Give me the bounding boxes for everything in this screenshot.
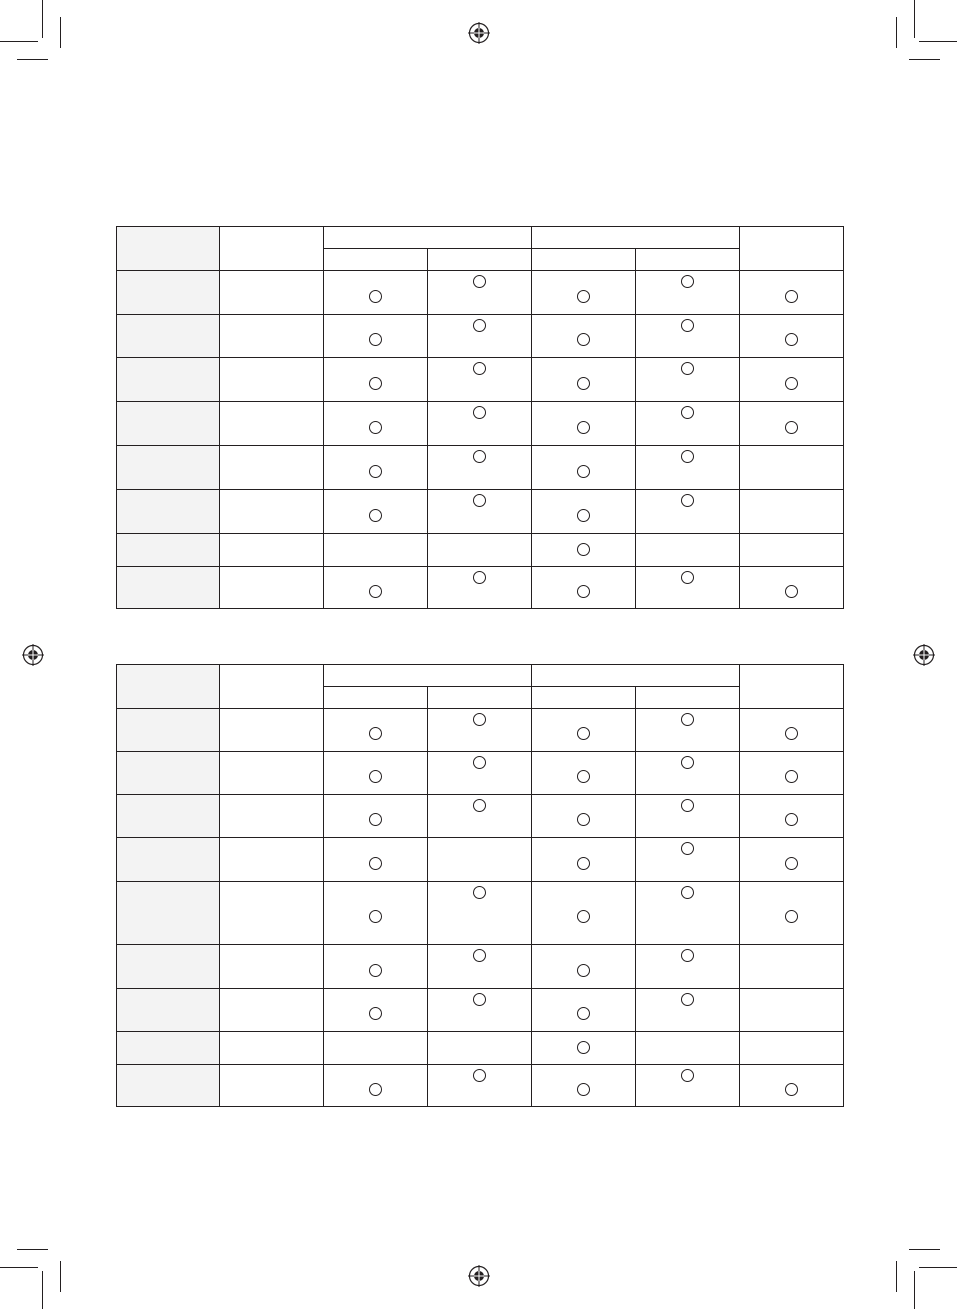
circle-mark-icon	[577, 770, 590, 783]
circle-mark-icon	[577, 857, 590, 870]
circle-mark-icon	[785, 813, 798, 826]
table-row	[117, 709, 844, 752]
crop-mark	[914, 1271, 915, 1309]
table-cell	[636, 1032, 740, 1065]
circle-mark-icon	[577, 543, 590, 556]
table-row	[117, 882, 844, 945]
circle-mark-icon	[681, 406, 694, 419]
table-cell	[428, 271, 532, 315]
circle-mark-icon	[369, 813, 382, 826]
table-cell	[324, 989, 428, 1032]
circle-mark-icon	[577, 1041, 590, 1054]
circle-mark-icon	[473, 406, 486, 419]
table-cell	[532, 1032, 636, 1065]
subheader-cell	[532, 249, 636, 271]
table-cell	[636, 358, 740, 402]
row-description-cell	[220, 490, 324, 534]
table-cell	[428, 446, 532, 490]
crop-mark	[60, 17, 61, 48]
row-label-cell	[117, 402, 220, 446]
header-cell	[740, 665, 844, 709]
circle-mark-icon	[681, 450, 694, 463]
table-cell	[324, 795, 428, 838]
table-cell	[532, 358, 636, 402]
circle-mark-icon	[577, 1007, 590, 1020]
circle-mark-icon	[577, 465, 590, 478]
circle-mark-icon	[577, 727, 590, 740]
subheader-cell	[636, 249, 740, 271]
row-label-cell	[117, 795, 220, 838]
table-cell	[636, 446, 740, 490]
circle-mark-icon	[369, 727, 382, 740]
row-description-cell	[220, 1032, 324, 1065]
header-cell	[117, 665, 220, 709]
circle-mark-icon	[681, 799, 694, 812]
circle-mark-icon	[473, 1069, 486, 1082]
circle-mark-icon	[577, 585, 590, 598]
subheader-cell	[324, 249, 428, 271]
circle-mark-icon	[681, 571, 694, 584]
table-cell	[428, 838, 532, 882]
table-cell	[324, 1032, 428, 1065]
table-cell	[532, 315, 636, 358]
table-cell	[636, 752, 740, 795]
row-label-cell	[117, 1032, 220, 1065]
table-cell	[636, 1065, 740, 1107]
table-cell	[428, 567, 532, 609]
subheader-cell	[532, 687, 636, 709]
table-cell	[428, 1065, 532, 1107]
crop-mark	[896, 1261, 897, 1292]
circle-mark-icon	[473, 799, 486, 812]
table-cell	[740, 882, 844, 945]
circle-mark-icon	[681, 756, 694, 769]
header-group-cell	[324, 665, 532, 687]
table-cell	[636, 271, 740, 315]
crop-mark	[909, 59, 940, 60]
circle-mark-icon	[681, 886, 694, 899]
circle-mark-icon	[369, 857, 382, 870]
circle-mark-icon	[369, 509, 382, 522]
table-cell	[636, 989, 740, 1032]
table-cell	[532, 882, 636, 945]
crop-mark	[42, 1271, 43, 1309]
circle-mark-icon	[681, 993, 694, 1006]
circle-mark-icon	[369, 1007, 382, 1020]
table-cell	[532, 989, 636, 1032]
circle-mark-icon	[577, 813, 590, 826]
table-cell	[324, 490, 428, 534]
circle-mark-icon	[369, 585, 382, 598]
circle-mark-icon	[785, 1083, 798, 1096]
header-cell	[117, 227, 220, 271]
table-cell	[324, 358, 428, 402]
circle-mark-icon	[785, 377, 798, 390]
row-label-cell	[117, 838, 220, 882]
table-cell	[324, 1065, 428, 1107]
table-cell	[740, 446, 844, 490]
header-group-cell	[532, 227, 740, 249]
table-cell	[740, 838, 844, 882]
row-label-cell	[117, 1065, 220, 1107]
circle-mark-icon	[577, 1083, 590, 1096]
table-cell	[636, 402, 740, 446]
circle-mark-icon	[785, 727, 798, 740]
circle-mark-icon	[681, 949, 694, 962]
circle-mark-icon	[577, 509, 590, 522]
registration-target-icon	[468, 1265, 490, 1287]
table-cell	[532, 446, 636, 490]
table-cell	[324, 567, 428, 609]
row-label-cell	[117, 490, 220, 534]
row-description-cell	[220, 838, 324, 882]
table-cell	[740, 752, 844, 795]
table-row	[117, 315, 844, 358]
crop-mark	[60, 1261, 61, 1292]
row-description-cell	[220, 567, 324, 609]
table-cell	[636, 795, 740, 838]
circle-mark-icon	[577, 964, 590, 977]
row-description-cell	[220, 752, 324, 795]
circle-mark-icon	[369, 910, 382, 923]
circle-mark-icon	[369, 290, 382, 303]
table-cell	[740, 490, 844, 534]
table-row	[117, 838, 844, 882]
row-label-cell	[117, 534, 220, 567]
circle-mark-icon	[473, 450, 486, 463]
circle-mark-icon	[681, 319, 694, 332]
circle-mark-icon	[473, 949, 486, 962]
circle-mark-icon	[681, 275, 694, 288]
circle-mark-icon	[473, 713, 486, 726]
table-cell	[636, 315, 740, 358]
circle-mark-icon	[577, 290, 590, 303]
table-cell	[532, 838, 636, 882]
table-row	[117, 752, 844, 795]
row-description-cell	[220, 402, 324, 446]
subheader-cell	[636, 687, 740, 709]
header-cell	[220, 227, 324, 271]
crop-mark	[919, 1267, 957, 1268]
table-cell	[532, 945, 636, 989]
table-row	[117, 446, 844, 490]
table-cell	[324, 882, 428, 945]
table-row	[117, 358, 844, 402]
row-label-cell	[117, 882, 220, 945]
row-description-cell	[220, 709, 324, 752]
circle-mark-icon	[577, 377, 590, 390]
table-cell	[636, 490, 740, 534]
table-cell	[740, 1065, 844, 1107]
compatibility-table	[116, 664, 844, 1107]
circle-mark-icon	[369, 964, 382, 977]
row-label-cell	[117, 709, 220, 752]
registration-target-icon	[22, 644, 44, 666]
row-label-cell	[117, 567, 220, 609]
table-cell	[324, 709, 428, 752]
subheader-cell	[428, 249, 532, 271]
table-cell	[532, 402, 636, 446]
circle-mark-icon	[681, 713, 694, 726]
table-cell	[740, 271, 844, 315]
row-description-cell	[220, 882, 324, 945]
table-header-row	[117, 665, 844, 687]
crop-mark	[914, 0, 915, 38]
row-description-cell	[220, 945, 324, 989]
table-cell	[532, 567, 636, 609]
circle-mark-icon	[473, 886, 486, 899]
circle-mark-icon	[681, 842, 694, 855]
table-cell	[324, 315, 428, 358]
row-label-cell	[117, 989, 220, 1032]
table-cell	[532, 709, 636, 752]
row-label-cell	[117, 446, 220, 490]
row-description-cell	[220, 989, 324, 1032]
row-label-cell	[117, 315, 220, 358]
row-description-cell	[220, 446, 324, 490]
crop-mark	[17, 59, 48, 60]
circle-mark-icon	[785, 421, 798, 434]
crop-mark	[896, 17, 897, 48]
header-cell	[220, 665, 324, 709]
table-cell	[428, 709, 532, 752]
table-cell	[428, 490, 532, 534]
table-cell	[740, 567, 844, 609]
table-cell	[740, 709, 844, 752]
row-description-cell	[220, 271, 324, 315]
table-cell	[740, 1032, 844, 1065]
table-row	[117, 490, 844, 534]
table-cell	[740, 402, 844, 446]
circle-mark-icon	[473, 362, 486, 375]
circle-mark-icon	[785, 857, 798, 870]
table-cell	[532, 795, 636, 838]
table-header-row	[117, 227, 844, 249]
table-cell	[740, 358, 844, 402]
circle-mark-icon	[681, 494, 694, 507]
table-cell	[324, 271, 428, 315]
table-cell	[740, 795, 844, 838]
table-cell	[428, 358, 532, 402]
circle-mark-icon	[785, 290, 798, 303]
circle-mark-icon	[473, 993, 486, 1006]
table-cell	[428, 534, 532, 567]
table-cell	[428, 945, 532, 989]
table-row	[117, 989, 844, 1032]
header-cell	[740, 227, 844, 271]
circle-mark-icon	[369, 465, 382, 478]
header-group-cell	[532, 665, 740, 687]
registration-target-icon	[468, 22, 490, 44]
circle-mark-icon	[577, 421, 590, 434]
circle-mark-icon	[785, 333, 798, 346]
table-cell	[324, 752, 428, 795]
table-cell	[740, 534, 844, 567]
table-cell	[532, 271, 636, 315]
row-label-cell	[117, 945, 220, 989]
compatibility-table	[116, 226, 844, 609]
subheader-cell	[428, 687, 532, 709]
table-row	[117, 534, 844, 567]
circle-mark-icon	[473, 756, 486, 769]
crop-mark	[909, 1249, 940, 1250]
table-cell	[532, 1065, 636, 1107]
circle-mark-icon	[369, 1083, 382, 1096]
table-row	[117, 567, 844, 609]
row-description-cell	[220, 358, 324, 402]
table-cell	[636, 945, 740, 989]
circle-mark-icon	[473, 571, 486, 584]
table-cell	[428, 795, 532, 838]
table-cell	[532, 752, 636, 795]
subheader-cell	[324, 687, 428, 709]
table-row	[117, 402, 844, 446]
table-row	[117, 1065, 844, 1107]
table-cell	[636, 838, 740, 882]
row-description-cell	[220, 534, 324, 567]
table-row	[117, 271, 844, 315]
row-description-cell	[220, 315, 324, 358]
table-cell	[324, 838, 428, 882]
crop-mark	[0, 41, 38, 42]
table-cell	[636, 709, 740, 752]
table-cell	[428, 315, 532, 358]
row-description-cell	[220, 795, 324, 838]
registration-target-icon	[913, 644, 935, 666]
table-cell	[740, 989, 844, 1032]
table-cell	[636, 534, 740, 567]
table-cell	[428, 1032, 532, 1065]
row-label-cell	[117, 358, 220, 402]
table-cell	[324, 534, 428, 567]
circle-mark-icon	[785, 910, 798, 923]
table-cell	[636, 882, 740, 945]
circle-mark-icon	[473, 494, 486, 507]
circle-mark-icon	[577, 910, 590, 923]
table-row	[117, 945, 844, 989]
circle-mark-icon	[577, 333, 590, 346]
table-cell	[324, 945, 428, 989]
circle-mark-icon	[369, 377, 382, 390]
header-group-cell	[324, 227, 532, 249]
circle-mark-icon	[473, 275, 486, 288]
table-cell	[428, 989, 532, 1032]
circle-mark-icon	[369, 421, 382, 434]
table-cell	[532, 490, 636, 534]
table-row	[117, 1032, 844, 1065]
table-cell	[740, 945, 844, 989]
table-cell	[324, 446, 428, 490]
table-cell	[428, 752, 532, 795]
circle-mark-icon	[681, 1069, 694, 1082]
circle-mark-icon	[681, 362, 694, 375]
table-cell	[324, 402, 428, 446]
table-cell	[532, 534, 636, 567]
crop-mark	[919, 41, 957, 42]
row-label-cell	[117, 752, 220, 795]
table-row	[117, 795, 844, 838]
table-cell	[740, 315, 844, 358]
row-description-cell	[220, 1065, 324, 1107]
circle-mark-icon	[785, 770, 798, 783]
table-cell	[428, 402, 532, 446]
crop-mark	[42, 0, 43, 38]
circle-mark-icon	[473, 319, 486, 332]
crop-mark	[0, 1267, 38, 1268]
circle-mark-icon	[785, 585, 798, 598]
table-cell	[428, 882, 532, 945]
circle-mark-icon	[369, 333, 382, 346]
circle-mark-icon	[369, 770, 382, 783]
crop-mark	[17, 1249, 48, 1250]
table-cell	[636, 567, 740, 609]
row-label-cell	[117, 271, 220, 315]
